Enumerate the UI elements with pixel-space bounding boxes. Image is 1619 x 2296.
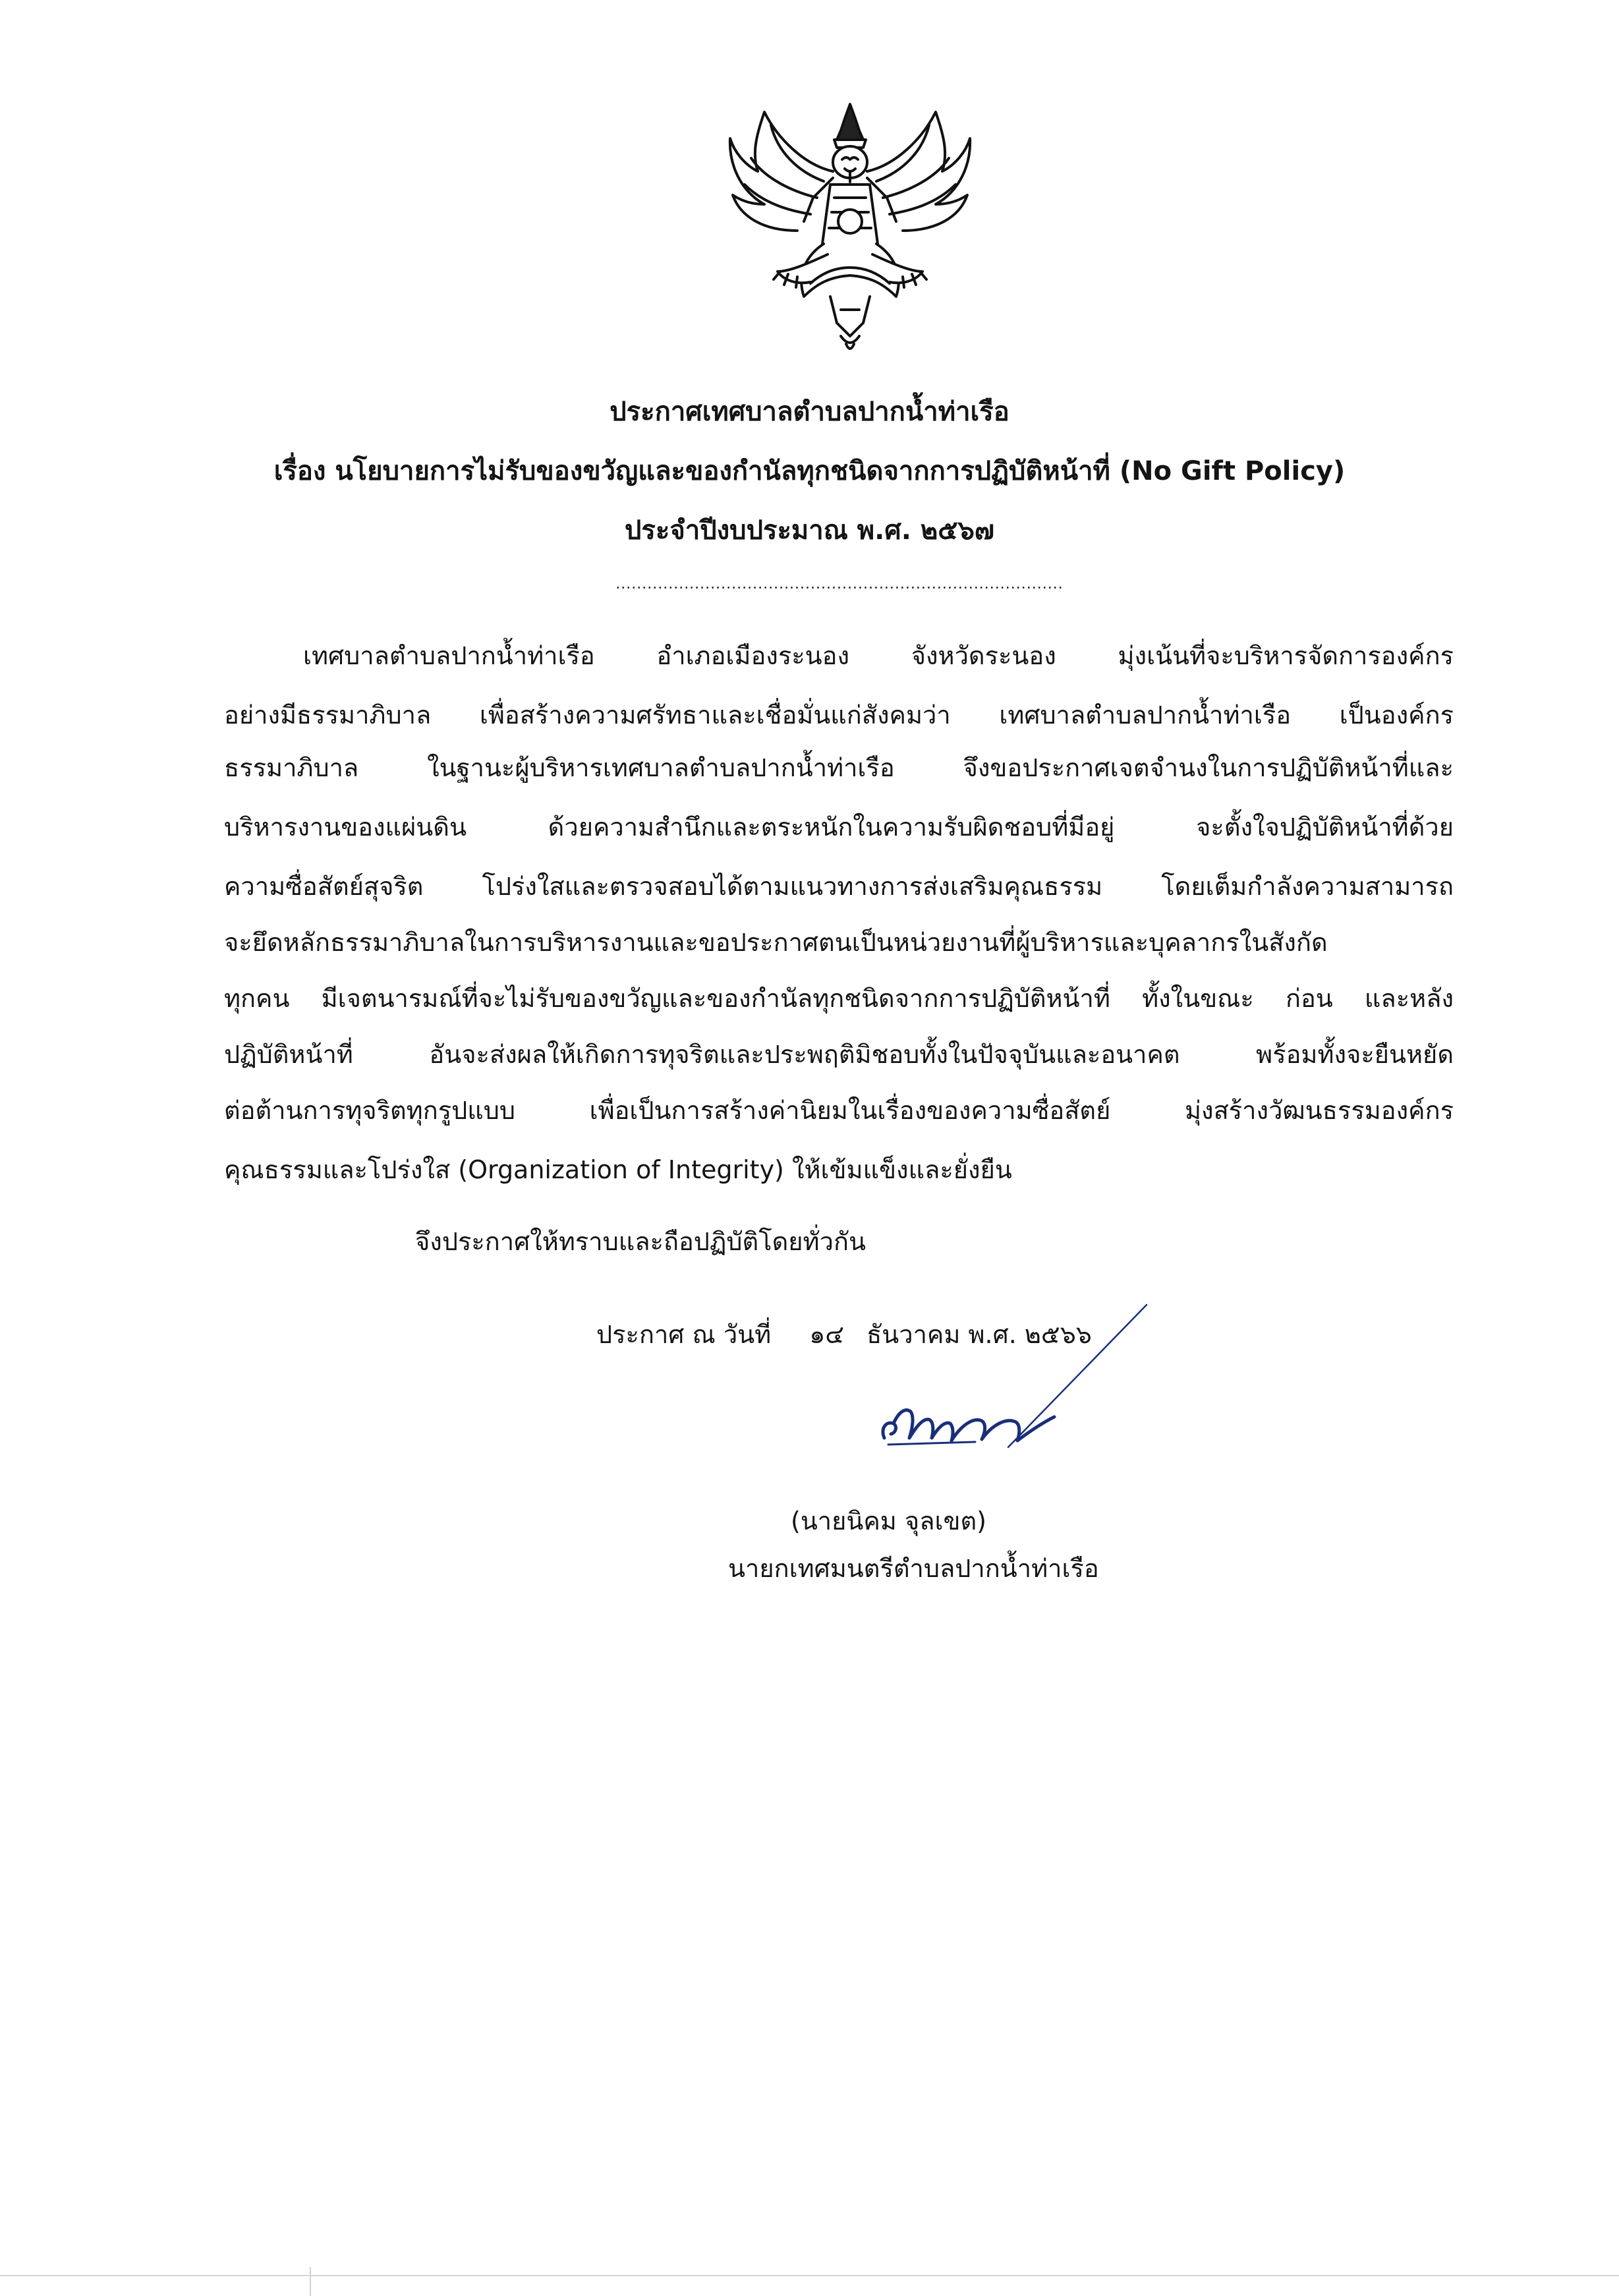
signatory-name: (นายนิคม จุลเขต) [791,1507,986,1535]
garuda-emblem-icon [725,99,975,356]
body-line: ต่อต้านการทุจริตทุกรูปแบบ เพื่อเป็นการสร้างค่านิยมในเรื่องของความซื่อสัตย์ มุ่งสร้างวัฒนธรรมองค์กร [224,1096,1454,1125]
closing-statement: จึงประกาศให้ทราบและถือปฏิบัติโดยทั่วกัน [415,1227,866,1256]
date-month-year: ธันวาคม พ.ศ. ๒๕๖๖ [866,1320,1092,1349]
title-separator: ..................................................................................... [615,576,1064,592]
body-line: จะยึดหลักธรรมาภิบาลในการบริหารงานและขอประกาศตนเป็นหน่วยงานที่ผู้บริหารและบุคลากรในสังกัด [224,928,1328,957]
signatory-position: นายกเทศมนตรีตำบลปากน้ำท่าเรือ [728,1554,1099,1583]
scan-edge-line [0,2275,1619,2276]
fiscal-year-line: ประจำปีงบประมาณ พ.ศ. ๒๕๖๗ [625,515,994,546]
scan-edge-tick [310,2267,311,2296]
document-title: ประกาศเทศบาลตำบลปากน้ำท่าเรือ [610,397,1009,427]
body-line: ทุกคน มีเจตนารมณ์ที่จะไม่รับของขวัญและของกำนัลทุกชนิดจากการปฏิบัติหน้าที่ ทั้งในขณะ ก่อน และหลัง [224,984,1454,1013]
body-line: คุณธรรมและโปร่งใส (Organization of Integrity) ให้เข้มแข็งและยั่งยืน [224,1155,1012,1184]
body-line: เทศบาลตำบลปากน้ำท่าเรือ อำเภอเมืองระนอง จังหวัดระนอง มุ่งเน้นที่จะบริหารจัดการองค์กร [303,641,1454,670]
body-line: อย่างมีธรรมาภิบาล เพื่อสร้างความศรัทธาและเชื่อมั่นแก่สังคมว่า เทศบาลตำบลปากน้ำท่าเรือ เป็นองค์กร [224,701,1454,730]
body-line: ความซื่อสัตย์สุจริต โปร่งใสและตรวจสอบได้ตามแนวทางการส่งเสริมคุณธรรม โดยเต็มกำลังความสามารถ [224,872,1454,901]
body-line: ธรรมาภิบาล ในฐานะผู้บริหารเทศบาลตำบลปากน้ำท่าเรือ จึงขอประกาศเจตจำนงในการปฏิบัติหน้าที่และ [224,753,1454,782]
body-line: ปฏิบัติหน้าที่ อันจะส่งผลให้เกิดการทุจริตและประพฤติมิชอบทั้งในปัจจุบันและอนาคต พร้อมทั้งจะยืนหยัด [224,1040,1454,1069]
date-day: ๑๔ [809,1320,845,1349]
document-subject: เรื่อง นโยบายการไม่รับของขวัญและของกำนัลทุกชนิดจากการปฏิบัติหน้าที่ (No Gift Policy) [273,456,1346,486]
body-line: บริหารงานของแผ่นดิน ด้วยความสำนึกและตระหนักในความรับผิดชอบที่มีอยู่ จะตั้งใจปฏิบัติหน้าที่ด้วย [224,813,1454,842]
date-prefix: ประกาศ ณ วันที่ [596,1320,772,1349]
handwritten-signature [876,1292,1219,1463]
